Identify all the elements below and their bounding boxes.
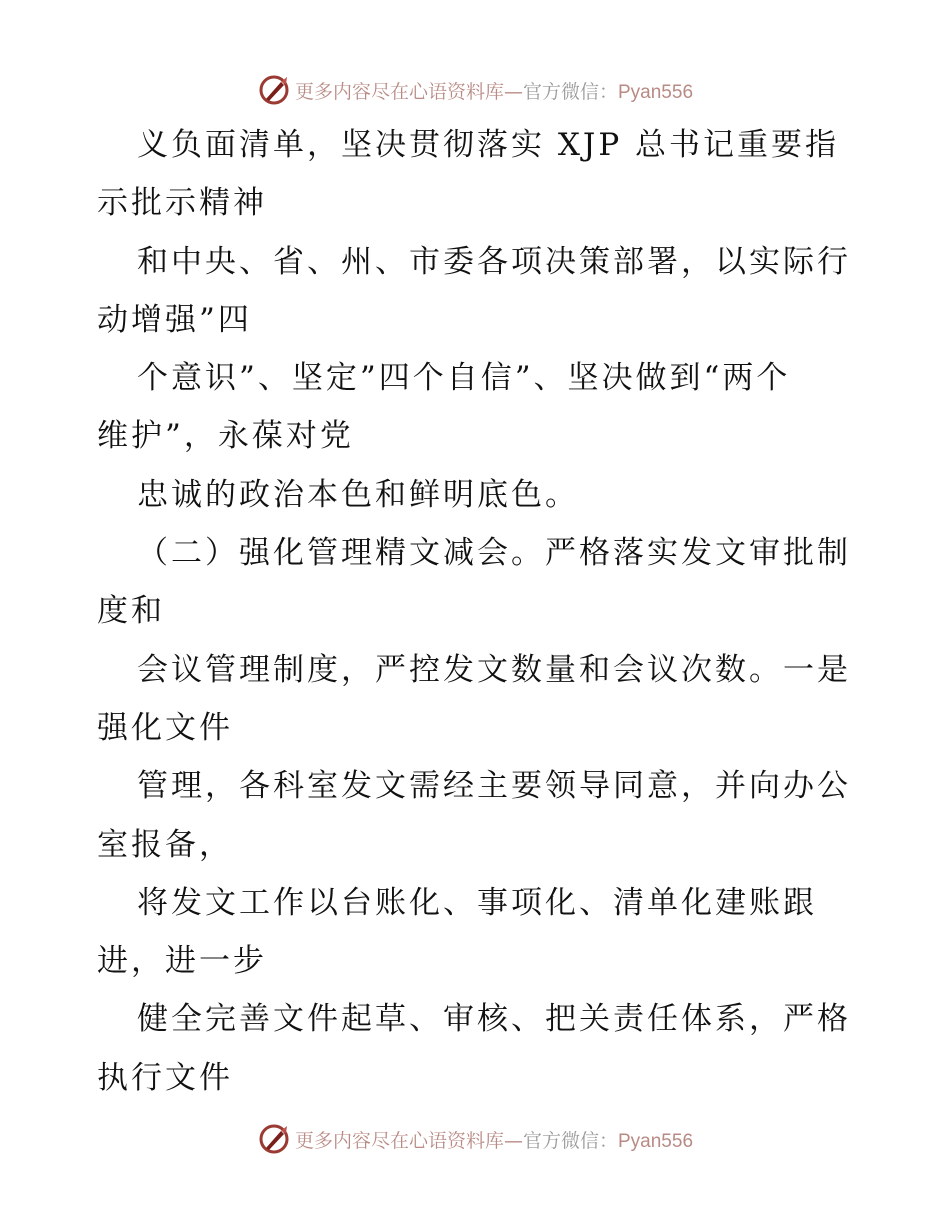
text-line: 和中央、省、州、市委各项决策部署，以实际行	[137, 243, 851, 280]
header-watermark	[0, 70, 950, 110]
watermark-label: 官方微信：	[522, 80, 618, 103]
watermark-dash: —	[503, 80, 523, 103]
text-line: 将发文工作以台账化、事项化、清单化建账跟	[137, 884, 817, 921]
text-line: 维护”，永葆对党	[97, 418, 354, 455]
watermark-dash: —	[503, 1129, 523, 1152]
text-line: 示批示精神	[97, 185, 267, 222]
quill-logo-icon	[257, 1122, 291, 1156]
text-line: （二）强化管理精文减会。严格落实发文审批制	[137, 535, 851, 572]
watermark-text	[295, 1126, 693, 1153]
text-line: 健全完善文件起草、审核、把关责任体系，严格	[137, 1001, 851, 1038]
quill-logo-icon	[257, 73, 291, 107]
text-line: 管理，各科室发文需经主要领导同意，并向办公	[137, 768, 851, 805]
watermark-main: 更多内容尽在心语资料库	[294, 80, 504, 103]
text-line: 进，进一步	[97, 943, 267, 980]
text-line: 室报备，	[97, 826, 233, 863]
text-line: 忠诚的政治本色和鲜明底色。	[137, 476, 579, 513]
text-line: 执行文件	[97, 1059, 233, 1096]
footer-watermark	[0, 1119, 950, 1159]
text-line: 义负面清单，坚决贯彻落实 XJP 总书记重要指	[137, 127, 840, 163]
watermark-handle: Pyan556	[618, 1130, 694, 1152]
text-line: 动增强”四	[97, 301, 252, 338]
text-line: 个意识”、坚定”四个自信”、坚决做到“两个	[137, 360, 791, 397]
text-line: 强化文件	[97, 709, 233, 746]
watermark-main: 更多内容尽在心语资料库	[294, 1129, 504, 1152]
watermark-text	[295, 77, 693, 104]
text-line: 度和	[97, 593, 165, 630]
watermark-label: 官方微信：	[522, 1129, 618, 1152]
text-line: 会议管理制度，严控发文数量和会议次数。一是	[137, 651, 851, 688]
watermark-handle: Pyan556	[618, 81, 694, 103]
document-body	[97, 116, 857, 1107]
